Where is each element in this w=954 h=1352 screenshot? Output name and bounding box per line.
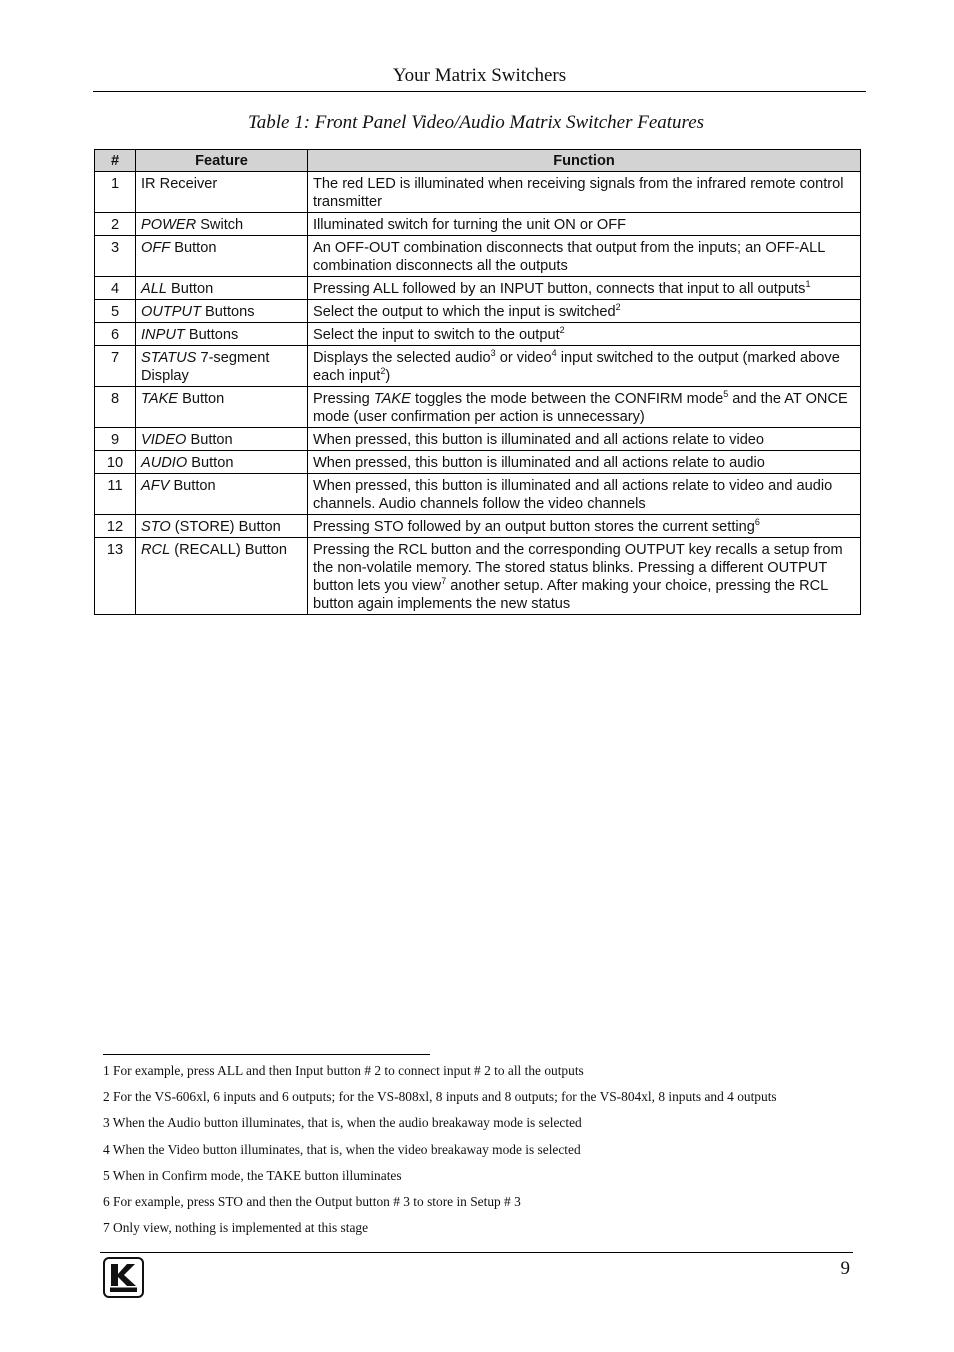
function-cell xyxy=(308,346,861,387)
function-cell xyxy=(308,428,861,451)
feature-cell xyxy=(136,346,308,387)
footnote-reference: 5 xyxy=(723,389,729,399)
row-number: 9 xyxy=(95,428,136,451)
row-number: 7 xyxy=(95,346,136,387)
feature-name: Button xyxy=(178,391,225,407)
table-row xyxy=(95,451,861,474)
function-text: Displays the selected audio xyxy=(313,350,491,366)
footnote-3: 3 When the Audio button illuminates, that is, when the audio breakaway mode is selected xyxy=(103,1115,582,1131)
table-row xyxy=(95,172,861,213)
footnote-7: 7 Only view, nothing is implemented at this stage xyxy=(103,1220,369,1236)
feature-name: Switch xyxy=(196,217,244,233)
running-header: Your Matrix Switchers xyxy=(392,65,567,86)
function-text: An OFF-OUT combination disconnects that output from the inputs; an OFF-ALL combination disconnects all the outputs xyxy=(313,240,825,274)
table-row xyxy=(95,515,861,538)
feature-cell xyxy=(136,515,308,538)
function-cell xyxy=(308,277,861,300)
feature-cell xyxy=(136,387,308,428)
feature-cell xyxy=(136,213,308,236)
feature-name-italic: POWER xyxy=(141,217,197,233)
function-text: When pressed, this button is illuminated and all actions relate to audio xyxy=(313,455,765,471)
feature-cell xyxy=(136,300,308,323)
row-number: 12 xyxy=(95,515,136,538)
footnote-reference: 2 xyxy=(559,325,565,335)
footnote-6: 6 For example, press STO and then the Output button # 3 to store in Setup # 3 xyxy=(103,1193,521,1209)
features-table xyxy=(94,149,861,615)
footnote-reference: 1 xyxy=(805,279,811,289)
table-caption: Table 1: Front Panel Video/Audio Matrix Switcher Features xyxy=(247,112,705,133)
column-header-function: Function xyxy=(308,150,861,172)
feature-cell xyxy=(136,236,308,277)
table-row xyxy=(95,213,861,236)
function-text: Pressing STO followed by an output button stores the current setting xyxy=(313,519,755,535)
feature-cell xyxy=(136,172,308,213)
function-text: and the AT ONCE mode (user confirmation per action is unnecessary) xyxy=(313,391,848,425)
feature-name-italic: AFV xyxy=(141,478,170,494)
table-body xyxy=(95,172,861,615)
table-row xyxy=(95,323,861,346)
feature-name: Button xyxy=(187,455,234,471)
footnote-reference: 2 xyxy=(615,302,621,312)
function-text: or video xyxy=(495,350,552,366)
column-header-number: # xyxy=(95,150,136,172)
feature-cell xyxy=(136,323,308,346)
function-cell xyxy=(308,474,861,515)
table-header-row xyxy=(95,150,861,172)
function-text: When pressed, this button is illuminated and all actions relate to video and audio channels. Audio channels follow the video channels xyxy=(313,478,833,512)
feature-name: Button xyxy=(170,240,217,256)
table-row xyxy=(95,300,861,323)
function-text: toggles the mode between the CONFIRM mode xyxy=(410,391,724,407)
footnote-rule xyxy=(103,1054,430,1055)
row-number: 13 xyxy=(95,538,136,615)
footnote-reference: 2 xyxy=(380,366,386,376)
feature-cell xyxy=(136,428,308,451)
function-text: When pressed, this button is illuminated and all actions relate to video xyxy=(313,432,765,448)
row-number: 2 xyxy=(95,213,136,236)
footnote-reference: 4 xyxy=(551,348,557,358)
feature-cell xyxy=(136,451,308,474)
footnote-reference: 3 xyxy=(490,348,496,358)
function-text: Select the output to which the input is switched xyxy=(313,304,616,320)
function-text: Illuminated switch for turning the unit ON or OFF xyxy=(313,217,627,233)
footnote-reference: 6 xyxy=(754,517,760,527)
feature-cell xyxy=(136,538,308,615)
feature-name-italic: RCL xyxy=(141,542,171,558)
feature-name: 7-segment Display xyxy=(141,350,270,384)
row-number: 5 xyxy=(95,300,136,323)
function-text: Pressing ALL followed by an INPUT button, connects that input to all outputs xyxy=(313,281,806,297)
footnote-4: 4 When the Video button illuminates, that is, when the video breakaway mode is selected xyxy=(103,1141,581,1157)
footnotes xyxy=(103,1062,863,1245)
function-text: Pressing xyxy=(313,391,374,407)
table-row xyxy=(95,236,861,277)
feature-name: Button xyxy=(166,281,214,297)
feature-name: IR Receiver xyxy=(141,176,218,192)
table-row xyxy=(95,277,861,300)
row-number: 6 xyxy=(95,323,136,346)
feature-name-italic: ALL xyxy=(141,281,167,297)
footnote-reference: 7 xyxy=(441,576,447,586)
function-text: TAKE xyxy=(373,391,411,407)
row-number: 4 xyxy=(95,277,136,300)
footer-rule xyxy=(100,1252,853,1253)
feature-name: Buttons xyxy=(184,327,239,343)
row-number: 1 xyxy=(95,172,136,213)
feature-name-italic: VIDEO xyxy=(141,432,187,448)
function-cell xyxy=(308,538,861,615)
feature-name-italic: OUTPUT xyxy=(141,304,201,320)
feature-name: Button xyxy=(169,478,216,494)
feature-name-italic: STO xyxy=(141,519,171,535)
page-number: 9 xyxy=(840,1258,850,1279)
table-row xyxy=(95,387,861,428)
function-cell xyxy=(308,323,861,346)
function-text: The red LED is illuminated when receiving signals from the infrared remote control transmitter xyxy=(313,176,844,210)
kramer-logo xyxy=(103,1257,144,1298)
function-cell xyxy=(308,213,861,236)
function-cell xyxy=(308,451,861,474)
row-number: 3 xyxy=(95,236,136,277)
table-row xyxy=(95,428,861,451)
function-cell xyxy=(308,300,861,323)
column-header-feature: Feature xyxy=(136,150,308,172)
footnote-1: 1 For example, press ALL and then Input button # 2 to connect input # 2 to all the outputs xyxy=(103,1063,584,1078)
feature-name: Button xyxy=(186,432,233,448)
function-text: ) xyxy=(385,368,391,384)
feature-name: Buttons xyxy=(201,304,255,320)
feature-name-italic: TAKE xyxy=(141,391,179,407)
function-text: another setup. After making your choice, pressing the RCL button again implements the new status xyxy=(313,578,828,612)
function-cell xyxy=(308,236,861,277)
feature-cell xyxy=(136,277,308,300)
feature-name-italic: INPUT xyxy=(141,327,185,343)
feature-name: (STORE) Button xyxy=(170,519,281,535)
function-text: input switched to the output (marked above each input xyxy=(313,350,840,384)
feature-name-italic: STATUS xyxy=(141,350,197,366)
footnote-2: 2 For the VS-606xl, 6 inputs and 6 outputs; for the VS-808xl, 8 inputs and 8 outputs; for the VS-804xl, 8 inputs and 4 outputs xyxy=(103,1089,777,1105)
table-row xyxy=(95,346,861,387)
row-number: 11 xyxy=(95,474,136,515)
feature-name: (RECALL) Button xyxy=(170,542,288,558)
function-text: Select the input to switch to the output xyxy=(313,327,560,343)
table-row xyxy=(95,474,861,515)
row-number: 10 xyxy=(95,451,136,474)
feature-name-italic: OFF xyxy=(141,240,171,256)
table-row xyxy=(95,538,861,615)
feature-cell xyxy=(136,474,308,515)
function-cell xyxy=(308,515,861,538)
feature-name-italic: AUDIO xyxy=(141,455,188,471)
header-rule xyxy=(93,91,866,92)
row-number: 8 xyxy=(95,387,136,428)
function-cell xyxy=(308,387,861,428)
kramer-logo-icon xyxy=(109,1262,138,1293)
function-text: Pressing the RCL button and the corresponding OUTPUT key recalls a setup from the non-volatile memory. The stored status blinks. Pressing a different OUTPUT button lets you view xyxy=(313,542,843,594)
footnote-5: 5 When in Confirm mode, the TAKE button illuminates xyxy=(103,1167,402,1183)
function-cell xyxy=(308,172,861,213)
